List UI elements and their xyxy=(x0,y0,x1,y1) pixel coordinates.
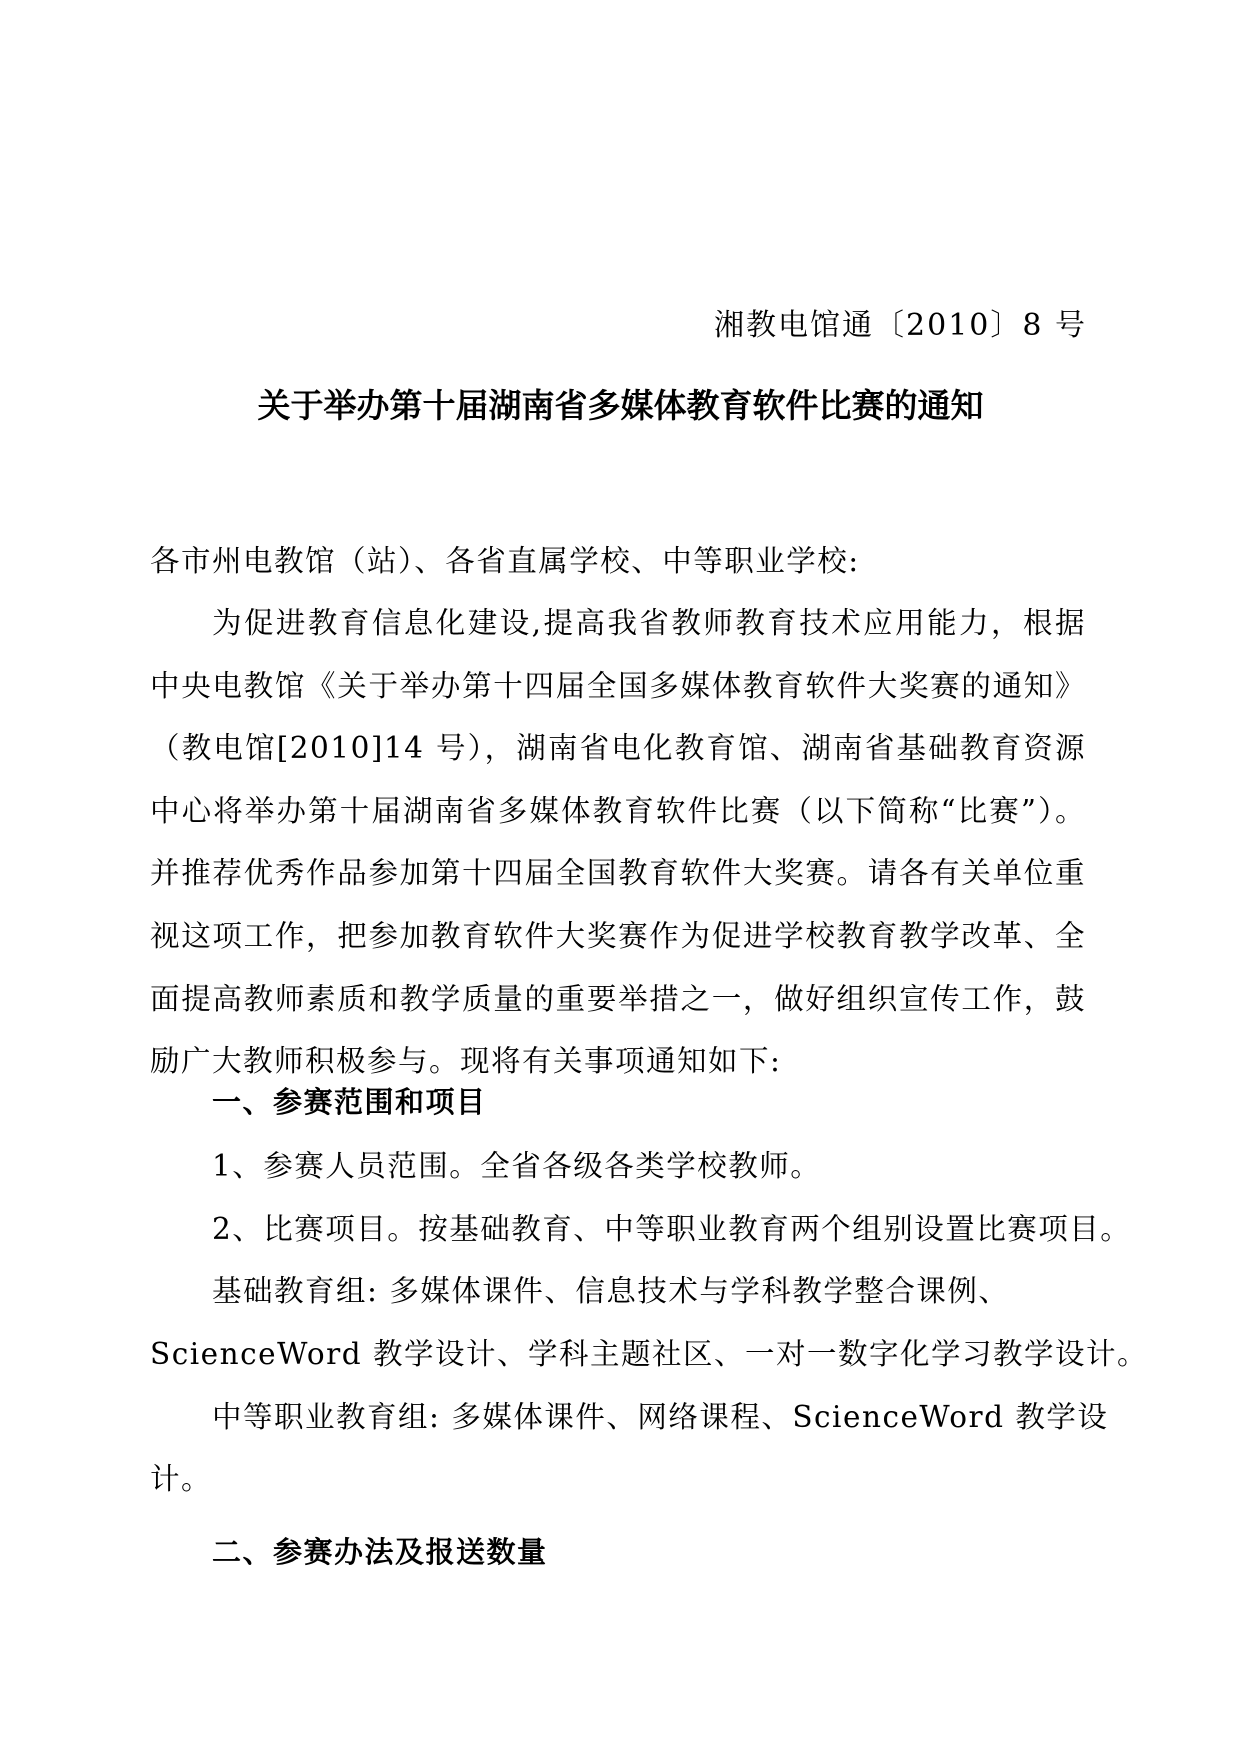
section-heading-1: 一、参赛范围和项目 xyxy=(212,1085,487,1119)
document-number: 湘教电馆通〔2010〕8 号 xyxy=(714,308,1087,343)
section-heading-2: 二、参赛办法及报送数量 xyxy=(212,1535,548,1569)
list-item: 2、比赛项目。按基础教育、中等职业教育两个组别设置比赛项目。 xyxy=(212,1212,1132,1246)
list-item: 1、参赛人员范围。全省各级各类学校教师。 xyxy=(212,1149,822,1183)
salutation: 各市州电教馆（站）、各省直属学校、中等职业学校: xyxy=(150,544,860,578)
intro-paragraph: 为促进教育信息化建设,提高我省教师教育技术应用能力，根据中央电教馆《关于举办第十四届全国多媒体教育软件大奖赛的通知》（教电馆[2010]14 号），湖南省电化教育馆、湖南省基础教育资源中心将举办第十届湖南省多媒体教育软件比赛（以下简称“比赛”）。并推荐优秀作品参加第十四届全国教育软件大奖赛。请各有关单位重视这项工作，把参加教育软件大奖赛作为促进学校教育教学改革、全面提高教师素质和教学质量的重要举措之一，做好组织宣传工作，鼓励广大教师积极参与。现将有关事项通知如下: xyxy=(150,606,1086,1079)
vocational-group-line-1: 中等职业教育组: 多媒体课件、网络课程、ScienceWord 教学设 xyxy=(212,1400,1109,1434)
document-title: 关于举办第十届湖南省多媒体教育软件比赛的通知 xyxy=(257,386,984,425)
basic-group-line-2: ScienceWord 教学设计、学科主题社区、一对一数字化学习教学设计。 xyxy=(150,1337,1149,1371)
basic-group-line-1: 基础教育组: 多媒体课件、信息技术与学科教学整合课例、 xyxy=(212,1274,1010,1308)
vocational-group-line-2: 计。 xyxy=(150,1462,213,1496)
